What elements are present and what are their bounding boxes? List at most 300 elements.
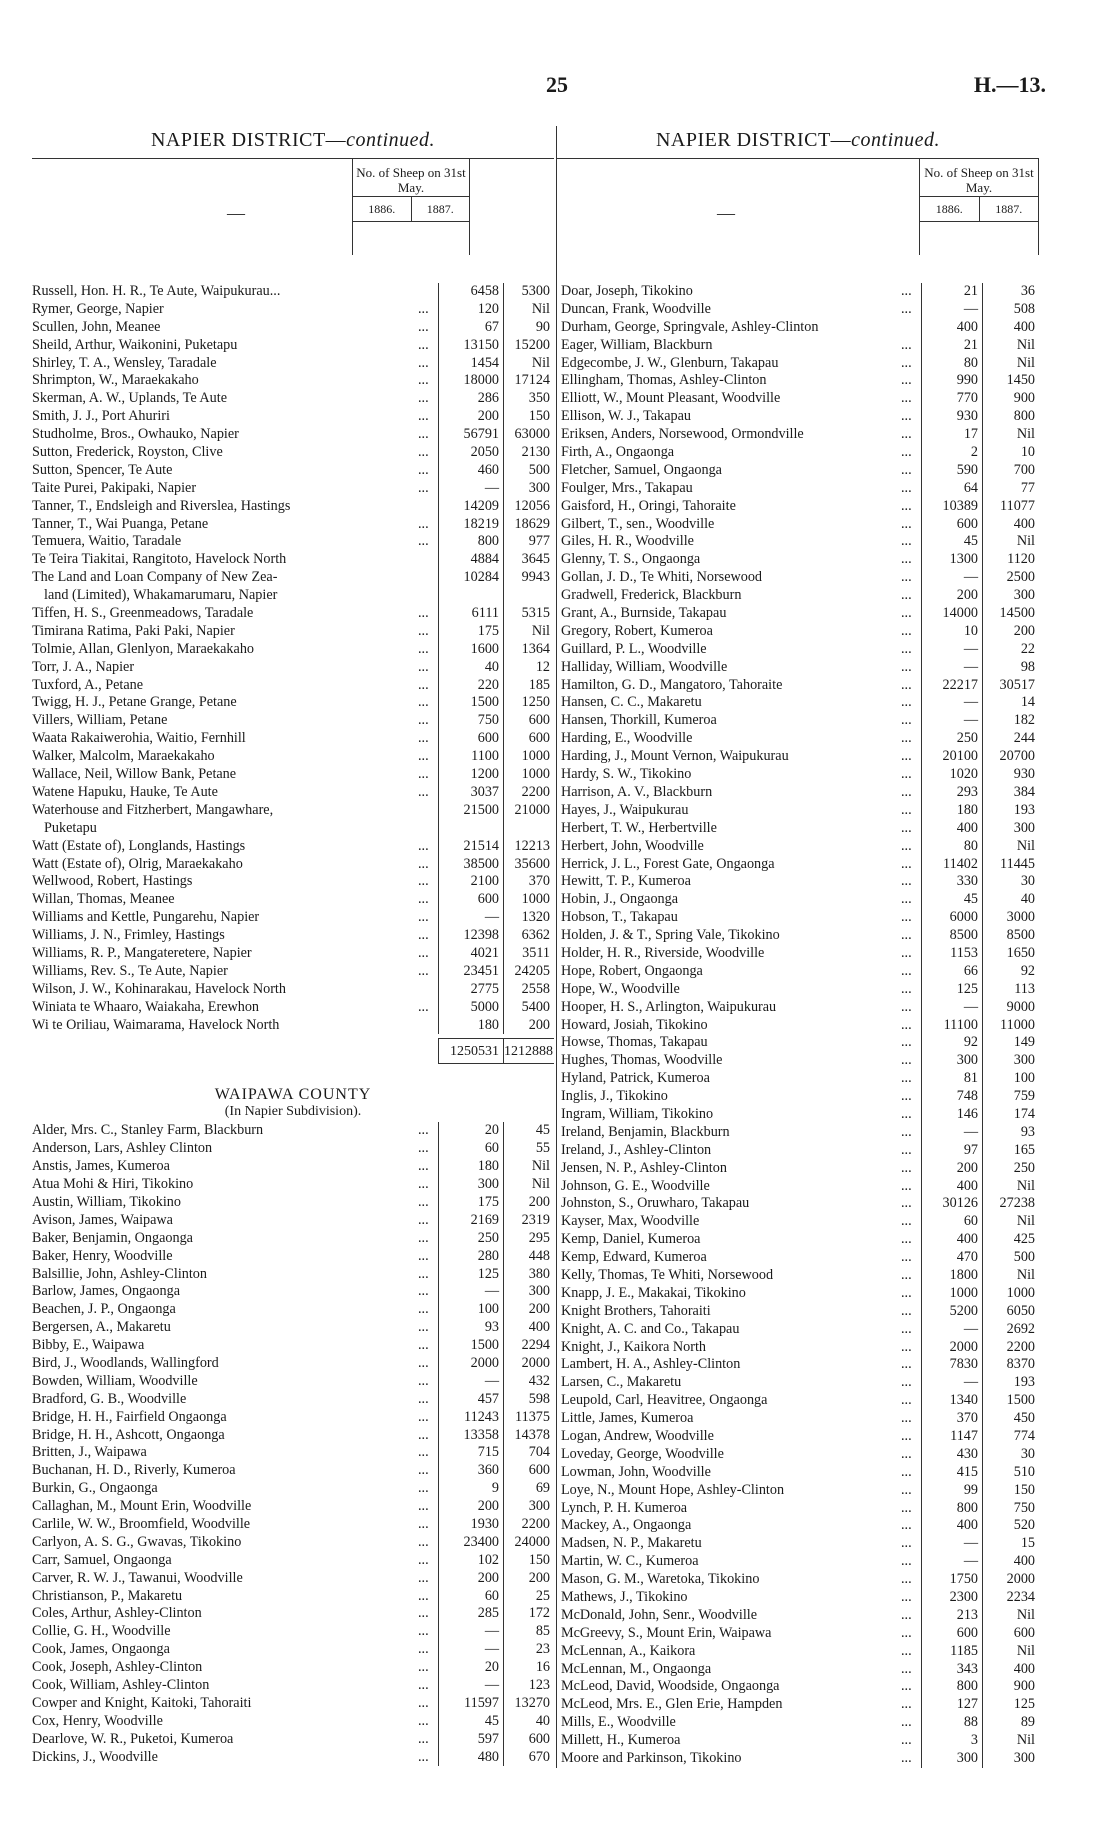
leader-dots: ...	[901, 300, 912, 317]
sheep-1886: 1600	[438, 641, 504, 659]
sheep-1887: 93	[1020, 1123, 1035, 1140]
owner-name: Studholme, Bros., Owhauko, Napier	[32, 426, 239, 443]
table-row	[32, 1122, 554, 1140]
table-row	[561, 444, 1039, 462]
table-row	[561, 1339, 1039, 1357]
sheep-1887: 36	[1020, 283, 1035, 299]
leader-dots: ...	[901, 1159, 912, 1176]
sheep-1887: 670	[528, 1748, 550, 1765]
left-sheep-header	[352, 159, 470, 255]
table-row	[561, 1750, 1039, 1768]
sheep-1887: 200	[528, 1016, 550, 1033]
sheep-1886: 180	[438, 1158, 504, 1176]
leader-dots: ...	[418, 1480, 429, 1497]
owner-name: Duncan, Frank, Woodville	[561, 300, 711, 317]
leader-dots: ...	[418, 1372, 429, 1389]
leader-dots: ...	[901, 980, 912, 997]
table-row	[32, 1695, 554, 1713]
leader-dots: ...	[901, 354, 912, 371]
leader-dots: ...	[418, 336, 429, 353]
sheep-1886: —	[921, 641, 983, 659]
owner-name: Bridge, H. H., Fairfield Ongaonga	[32, 1408, 227, 1425]
sheep-1887: 9943	[521, 569, 550, 586]
leader-dots: ...	[901, 1517, 912, 1534]
owner-name: Kayser, Max, Woodville	[561, 1213, 700, 1230]
right-column	[556, 126, 1039, 1768]
sheep-1887: 425	[1013, 1231, 1035, 1248]
sheep-1887: Nil	[1016, 533, 1035, 550]
owner-name: Cook, William, Ashley-Clinton	[32, 1677, 210, 1694]
sheep-1887: 15	[1020, 1535, 1035, 1552]
leader-dots: ...	[418, 766, 429, 783]
leader-dots: ...	[901, 944, 912, 961]
table-row	[32, 605, 554, 623]
owner-name: McLeod, Mrs. E., Glen Erie, Hampden	[561, 1696, 783, 1713]
sheep-1887: Nil	[1016, 837, 1035, 854]
sheep-1886: 990	[921, 372, 983, 390]
leader-dots: ...	[901, 1088, 912, 1105]
sheep-1886: 1153	[921, 945, 983, 963]
owner-name: The Land and Loan Company of New Zea-	[32, 569, 278, 586]
leader-dots	[418, 981, 438, 999]
sheep-1886: 600	[921, 1625, 983, 1643]
table-row	[32, 1194, 554, 1212]
table-row	[32, 963, 554, 981]
sheep-1887: 11000	[1000, 1016, 1035, 1033]
table-row	[561, 1428, 1039, 1446]
sheep-1886: 1200	[438, 766, 504, 784]
table-row	[561, 1661, 1039, 1679]
left-title-continued: continued.	[346, 129, 436, 151]
sheep-1886: 10	[921, 623, 983, 641]
table-row	[32, 766, 554, 784]
table-row	[32, 1516, 554, 1534]
sheep-1887: 6050	[1006, 1302, 1035, 1319]
sheep-1886: 8500	[921, 927, 983, 945]
sheep-1886: 415	[921, 1464, 983, 1482]
leader-dots: ...	[901, 1034, 912, 1051]
sheep-1886: 1454	[438, 355, 504, 373]
sheep-1887: Nil	[1016, 336, 1035, 353]
table-row	[561, 1285, 1039, 1303]
table-row	[32, 1713, 554, 1731]
table-row	[32, 462, 554, 480]
owner-name: McGreevy, S., Mount Erin, Waipawa	[561, 1624, 772, 1641]
table-row	[32, 1552, 554, 1570]
table-row	[32, 1462, 554, 1480]
table-row	[32, 1749, 554, 1767]
owner-name: Johnston, S., Oruwharo, Takapau	[561, 1195, 750, 1212]
owner-name: Shirley, T. A., Wensley, Taradale	[32, 354, 217, 371]
sheep-1886: 400	[921, 1178, 983, 1196]
table-row	[561, 873, 1039, 891]
sheep-1887: 25	[535, 1587, 550, 1604]
owner-name: Wallace, Neil, Willow Bank, Petane	[32, 766, 237, 783]
owner-name: Coles, Arthur, Ashley-Clinton	[32, 1605, 202, 1622]
owner-name: Gollan, J. D., Te Whiti, Norsewood	[561, 569, 763, 586]
right-rows	[557, 283, 1039, 1768]
sheep-1887: 30517	[999, 676, 1035, 693]
section-title: WAIPAWA COUNTY	[214, 1086, 372, 1104]
leader-dots: ...	[901, 390, 912, 407]
leader-dots: ...	[418, 1301, 429, 1318]
owner-name: Dearlove, W. R., Puketoi, Kumeroa	[32, 1730, 234, 1747]
owner-name: Glenny, T. S., Ongaonga	[561, 551, 701, 568]
owner-name: Te Teira Tiakitai, Rangitoto, Havelock North	[32, 551, 287, 568]
leader-dots: ...	[901, 1213, 912, 1230]
sheep-1887: 55	[535, 1140, 550, 1157]
owner-name: Knapp, J. E., Makakai, Tikokino	[561, 1284, 746, 1301]
sheep-1886: 20	[438, 1122, 504, 1140]
table-row	[561, 1124, 1039, 1142]
sheep-1887: 14500	[999, 605, 1035, 622]
sheep-1886: —	[921, 1374, 983, 1392]
waipawa-section-heading	[32, 1086, 554, 1120]
sheep-1886: —	[438, 1283, 504, 1301]
leader-dots: ...	[418, 1641, 429, 1658]
table-row	[32, 1641, 554, 1659]
sheep-1886: —	[438, 1641, 504, 1659]
sheep-1886: 10389	[921, 498, 983, 516]
leader-dots: ...	[418, 1498, 429, 1515]
sheep-1887: 2200	[521, 783, 550, 800]
leader-dots: ...	[418, 1712, 429, 1729]
leader-dots: ...	[418, 1140, 429, 1157]
sheep-1886: 60	[438, 1588, 504, 1606]
owner-name: Williams, Rev. S., Te Aute, Napier	[32, 962, 228, 979]
sheep-1886: 102	[438, 1552, 504, 1570]
table-row	[561, 1678, 1039, 1696]
leader-dots: ...	[418, 837, 429, 854]
sheep-1887: 2234	[1006, 1589, 1035, 1606]
table-row	[561, 677, 1039, 695]
owner-name: Herrick, J. L., Forest Gate, Ongaonga	[561, 855, 775, 872]
sheep-1887: 11375	[515, 1408, 550, 1425]
table-row	[561, 319, 1039, 337]
sheep-1886: —	[921, 694, 983, 712]
sheep-1887: 900	[1013, 390, 1035, 407]
sheep-1887: 40	[535, 1712, 550, 1729]
table-row	[32, 1355, 554, 1373]
sheep-1887: 150	[1013, 1481, 1035, 1498]
right-table-header	[557, 158, 1039, 255]
leader-dots: ...	[901, 676, 912, 693]
right-sheep-label: No. of Sheep on 31st May.	[920, 159, 1038, 197]
leader-dots: ...	[901, 1481, 912, 1498]
leader-dots: ...	[901, 1714, 912, 1731]
leader-dots: ...	[901, 1410, 912, 1427]
sheep-1887: Nil	[1016, 426, 1035, 443]
sheep-1886: 80	[921, 355, 983, 373]
sheep-1887: 23	[535, 1641, 550, 1658]
sheep-1887: 22	[1020, 640, 1035, 657]
table-row	[32, 927, 554, 945]
sheep-1886: 125	[438, 1266, 504, 1284]
sheep-1886: 280	[438, 1248, 504, 1266]
sheep-1886: —	[438, 909, 504, 927]
owner-name: Eager, William, Blackburn	[561, 336, 713, 353]
table-row	[32, 623, 554, 641]
sheep-1886: 2000	[921, 1339, 983, 1357]
owner-name: Firth, A., Ongaonga	[561, 444, 675, 461]
right-year-1887: 1887.	[995, 202, 1023, 216]
sheep-1887: 172	[528, 1605, 550, 1622]
table-row	[561, 301, 1039, 319]
sheep-1886: 400	[921, 1517, 983, 1535]
table-row	[561, 355, 1039, 373]
sheep-1887: Nil	[1016, 1606, 1035, 1623]
leader-dots: ...	[901, 1105, 912, 1122]
leader-dots: ...	[418, 998, 429, 1015]
table-row	[561, 390, 1039, 408]
table-row	[32, 587, 554, 605]
leader-dots: ...	[418, 444, 429, 461]
table-row	[32, 1319, 554, 1337]
sheep-1886: 343	[921, 1661, 983, 1679]
leader-dots: ...	[901, 336, 912, 353]
sheep-1886: —	[921, 659, 983, 677]
sheep-1887: 123	[528, 1677, 550, 1694]
sheep-1887: Nil	[531, 300, 550, 317]
sheep-1887: 448	[528, 1247, 550, 1264]
owner-name: McLennan, M., Ongaonga	[561, 1660, 712, 1677]
owner-name: Moore and Parkinson, Tikokino	[561, 1750, 742, 1767]
sheep-1887: 1450	[1006, 372, 1035, 389]
owner-name: Villers, William, Petane	[32, 712, 168, 729]
sheep-1887: 1650	[1006, 944, 1035, 961]
sheep-1887: 759	[1013, 1088, 1035, 1105]
leader-dots: ...	[901, 283, 912, 299]
sheep-1886: 200	[438, 1570, 504, 1588]
table-row	[32, 945, 554, 963]
table-row	[561, 981, 1039, 999]
table-row	[561, 659, 1039, 677]
sheep-1886: 800	[921, 1678, 983, 1696]
owner-name: Leupold, Carl, Heavitree, Ongaonga	[561, 1392, 768, 1409]
sheep-1886: 300	[921, 1750, 983, 1768]
table-row	[32, 319, 554, 337]
sheep-1887: 2558	[521, 980, 550, 997]
sheep-1887: 150	[528, 1551, 550, 1568]
table-row	[561, 516, 1039, 534]
sheep-1887: 400	[1013, 515, 1035, 532]
owner-name: Elliott, W., Mount Pleasant, Woodville	[561, 390, 781, 407]
owner-name: Watt (Estate of), Olrig, Maraekakaho	[32, 855, 243, 872]
leader-dots: ...	[418, 1462, 429, 1479]
leader-dots: ...	[901, 909, 912, 926]
leader-dots: ...	[901, 1266, 912, 1283]
sheep-1887: 1320	[521, 909, 550, 926]
leader-dots: ...	[901, 1499, 912, 1516]
leader-dots: ...	[901, 1660, 912, 1677]
sheep-1886: —	[438, 1373, 504, 1391]
sheep-1887: 100	[1013, 1070, 1035, 1087]
table-row	[32, 533, 554, 551]
table-row	[561, 1696, 1039, 1714]
sheep-1887: 1000	[521, 891, 550, 908]
table-row	[32, 1534, 554, 1552]
leader-dots: ...	[418, 372, 429, 389]
leader-dots: ...	[418, 461, 429, 478]
sheep-1887: 2000	[1006, 1571, 1035, 1588]
owner-name: Herbert, John, Woodville	[561, 837, 704, 854]
sheep-1886: 9	[438, 1480, 504, 1498]
owner-name: Hobson, T., Takapau	[561, 909, 678, 926]
sheep-1886: —	[921, 1535, 983, 1553]
sheep-1886: —	[921, 1124, 983, 1142]
leader-dots: ...	[901, 1374, 912, 1391]
table-row	[32, 1409, 554, 1427]
sheep-1887: 2130	[521, 444, 550, 461]
table-row	[32, 1570, 554, 1588]
leader-dots: ...	[418, 1319, 429, 1336]
leader-dots: ...	[418, 479, 429, 496]
table-row	[561, 480, 1039, 498]
sheep-1886	[438, 820, 504, 838]
leader-dots: ...	[901, 1553, 912, 1570]
leader-dots: ...	[418, 658, 429, 675]
owner-name: Howard, Josiah, Tikokino	[561, 1016, 708, 1033]
leader-dots: ...	[901, 1463, 912, 1480]
leader-dots: ...	[418, 390, 429, 407]
sheep-1886: 600	[438, 730, 504, 748]
owner-name: Little, James, Kumeroa	[561, 1410, 694, 1427]
owner-name: Holden, J. & T., Spring Vale, Tikokino	[561, 927, 780, 944]
sheep-1887: Nil	[1016, 1642, 1035, 1659]
leader-dots: ...	[418, 1211, 429, 1228]
owner-name: Hayes, J., Waipukurau	[561, 801, 689, 818]
table-row	[32, 1248, 554, 1266]
sheep-1886: 597	[438, 1731, 504, 1749]
sheep-1887: 600	[528, 1730, 550, 1747]
owner-name: Avison, James, Waipawa	[32, 1211, 173, 1228]
table-row	[561, 623, 1039, 641]
sheep-1886: 30126	[921, 1195, 983, 1213]
owner-name: Kemp, Daniel, Kumeroa	[561, 1231, 701, 1248]
leader-dots: ...	[901, 461, 912, 478]
sheep-1887: 598	[528, 1390, 550, 1407]
leader-dots: ...	[901, 1016, 912, 1033]
right-sheep-header	[919, 159, 1039, 255]
sheep-1886: 293	[921, 784, 983, 802]
owner-name: Loveday, George, Woodville	[561, 1445, 724, 1462]
table-row	[561, 1607, 1039, 1625]
leader-dots: ...	[418, 515, 429, 532]
sheep-1887: 700	[1013, 461, 1035, 478]
table-row	[32, 408, 554, 426]
owner-name: Madsen, N. P., Makaretu	[561, 1535, 702, 1552]
sheep-1886: 88	[921, 1714, 983, 1732]
sheep-1887: 400	[1013, 318, 1035, 335]
leader-dots: ...	[901, 658, 912, 675]
sheep-1887: 380	[528, 1265, 550, 1282]
leader-dots: ...	[901, 1428, 912, 1444]
sheep-1886: 200	[921, 587, 983, 605]
owner-name: Bradford, G. B., Woodville	[32, 1390, 187, 1407]
sheep-1887: 27238	[999, 1195, 1035, 1212]
leader-dots	[901, 319, 921, 337]
sheep-1886: 457	[438, 1391, 504, 1409]
table-row	[561, 1392, 1039, 1410]
leader-dots: ...	[901, 1231, 912, 1248]
leader-dots	[418, 551, 438, 569]
sheep-1886: 5200	[921, 1303, 983, 1321]
sheep-1886: 4021	[438, 945, 504, 963]
leader-dots: ...	[901, 891, 912, 908]
owner-name: Waterhouse and Fitzherbert, Mangawhare,	[32, 801, 274, 818]
table-row	[561, 641, 1039, 659]
owner-name: Bergersen, A., Makaretu	[32, 1319, 171, 1336]
leader-dots: ...	[418, 354, 429, 371]
leader-dots: ...	[418, 1587, 429, 1604]
table-row	[32, 1605, 554, 1623]
owner-name: Bird, J., Woodlands, Wallingford	[32, 1354, 219, 1371]
sheep-1886: 6000	[921, 909, 983, 927]
sheep-1886: 213	[921, 1607, 983, 1625]
leader-dots: ...	[901, 1750, 912, 1767]
leader-dots: ...	[418, 1569, 429, 1586]
sheep-1887: 1000	[521, 748, 550, 765]
owner-name: Ireland, J., Ashley-Clinton	[561, 1141, 712, 1158]
owner-name: Hughes, Thomas, Woodville	[561, 1052, 723, 1069]
owner-name: Callaghan, M., Mount Erin, Woodville	[32, 1498, 252, 1515]
owner-name: Tuxford, A., Petane	[32, 676, 144, 693]
left-waipawa-rows	[32, 1122, 554, 1766]
sheep-1887: 11077	[1000, 497, 1035, 514]
leader-dots: ...	[901, 1696, 912, 1713]
table-row	[32, 802, 554, 820]
table-row	[561, 838, 1039, 856]
sheep-1886: 21	[921, 283, 983, 301]
table-row	[32, 426, 554, 444]
owner-name: Howse, Thomas, Takapau	[561, 1034, 708, 1051]
right-title-main: NAPIER DISTRICT—	[655, 129, 852, 151]
sheep-1887: 14378	[514, 1426, 550, 1443]
sheep-1886: 45	[921, 891, 983, 909]
owner-name: Durham, George, Springvale, Ashley-Clinton	[561, 318, 819, 335]
table-row	[561, 587, 1039, 605]
sheep-1886: 175	[438, 623, 504, 641]
leader-dots: ...	[901, 766, 912, 783]
sheep-1886: 97	[921, 1142, 983, 1160]
sheep-1887: 520	[1013, 1517, 1035, 1534]
table-row	[32, 480, 554, 498]
sheep-1887: 20700	[999, 748, 1035, 765]
leader-dots: ...	[901, 1302, 912, 1319]
sheep-1887: Nil	[531, 1158, 550, 1175]
sheep-1887: 92	[1020, 962, 1035, 979]
sheep-1887: 600	[528, 712, 550, 729]
leader-dots: ...	[418, 676, 429, 693]
sheep-1887: 300	[1013, 819, 1035, 836]
owner-name: Gradwell, Frederick, Blackburn	[561, 587, 742, 604]
section-subtitle: (In Napier Subdivision).	[224, 1104, 362, 1120]
owner-name: Edgecombe, J. W., Glenburn, Takapau	[561, 354, 779, 371]
sheep-1886: 180	[438, 1017, 504, 1035]
owner-name: Carver, R. W. J., Tawanui, Woodville	[32, 1569, 243, 1586]
owner-name: Doar, Joseph, Tikokino	[561, 283, 693, 299]
owner-name: Tanner, T., Endsleigh and Riverslea, Hastings	[32, 497, 291, 514]
sheep-1886: 17	[921, 426, 983, 444]
sheep-1887: 18629	[514, 515, 550, 532]
left-name-column-dash: —	[227, 203, 245, 223]
page-number: 25	[546, 72, 568, 97]
sheep-1887: 2692	[1006, 1320, 1035, 1337]
owner-name: Hansen, C. C., Makaretu	[561, 694, 702, 711]
table-row	[561, 1732, 1039, 1750]
sheep-1887: 1250	[521, 694, 550, 711]
sheep-1886: 400	[921, 820, 983, 838]
